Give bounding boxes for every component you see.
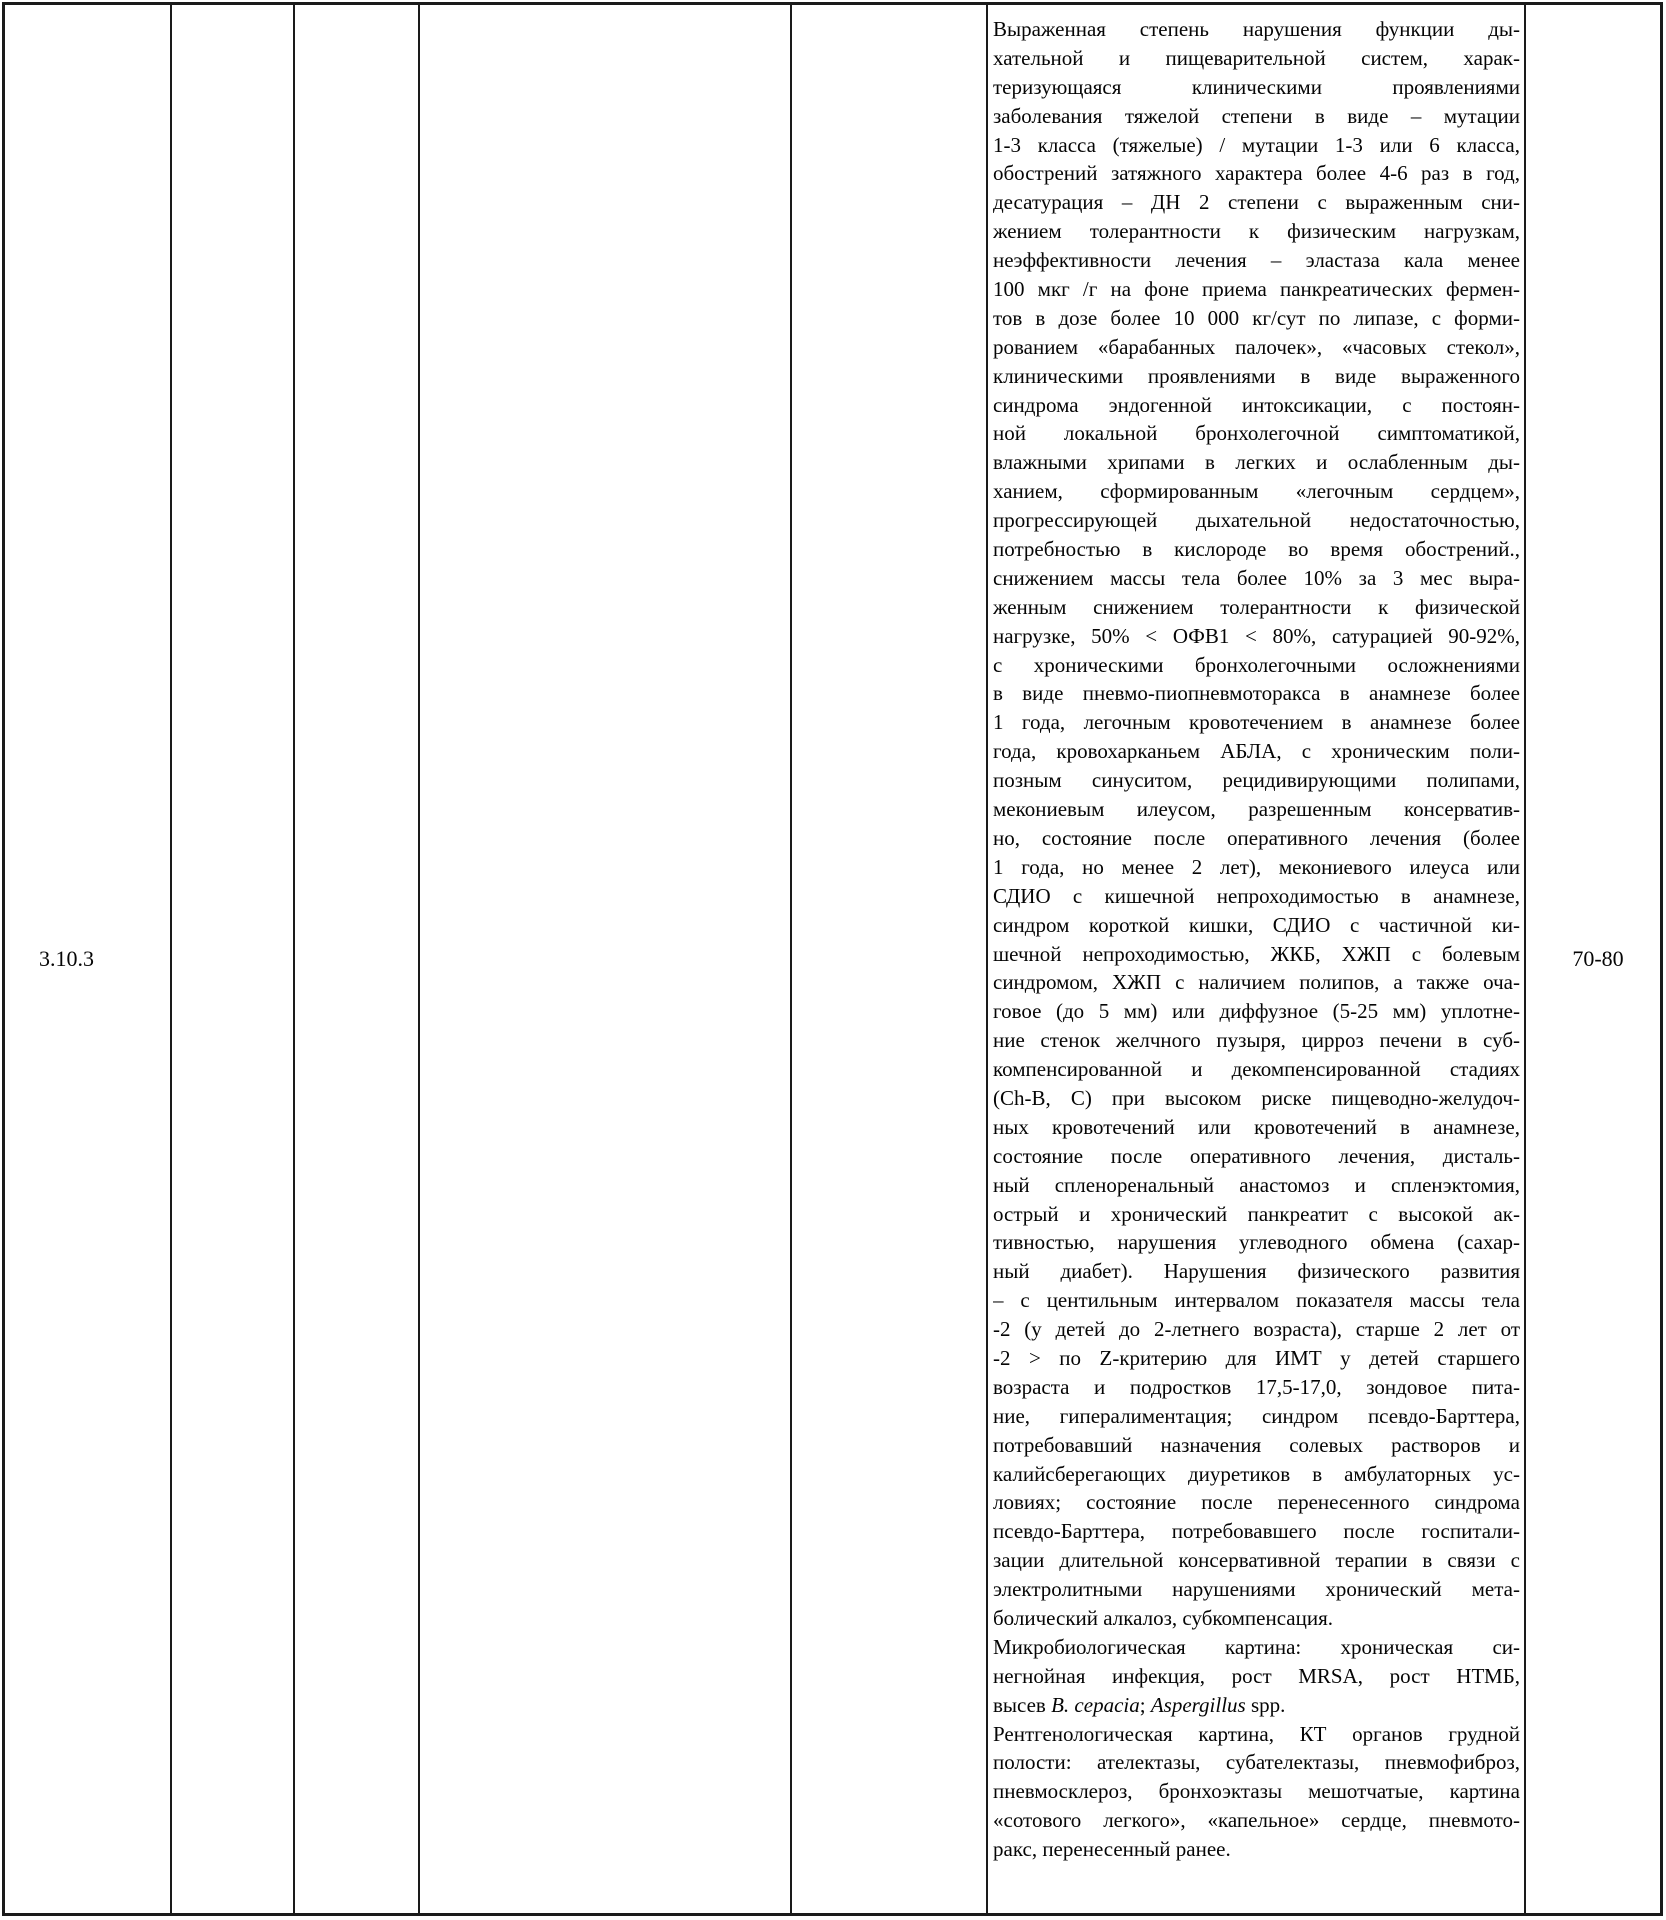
text-line: позным синуситом, рецидивирующими полипами,	[993, 768, 1520, 793]
text-line: зации длительной консервативной терапии в связи с	[993, 1548, 1520, 1573]
text-line: 100 мкг /г на фоне приема панкреатических фермен-	[993, 277, 1520, 302]
text-line: тивностью, нарушения углеводного обмена (сахар-	[993, 1230, 1520, 1255]
text-line: – с центильным интервалом показателя массы тела	[993, 1288, 1520, 1313]
text-line: в виде пневмо-пиопневмоторакса в анамнезе более	[993, 681, 1520, 706]
text-line: женным снижением толерантности к физической	[993, 594, 1520, 619]
text-line: влажными хрипами в легких и ослабленным ды-	[993, 450, 1520, 475]
text-line: ный диабет). Нарушения физического развития	[993, 1259, 1520, 1284]
text-line: ракс, перенесенный ранее.	[993, 1837, 1231, 1862]
text-line: состояние после оперативного лечения, дисталь-	[993, 1143, 1520, 1168]
text-line: ный спленоренальный анастомоз и спленэктомия,	[993, 1172, 1520, 1197]
text-line: снижением массы тела более 10% за 3 мес выра-	[993, 565, 1520, 590]
text-line: прогрессирующей дыхательной недостаточностью,	[993, 508, 1520, 533]
text-line: десатурация – ДН 2 степени с выраженным сни-	[993, 190, 1520, 215]
text-line: неэффективности лечения – эластаза кала менее	[993, 248, 1520, 273]
text-line: СДИО с кишечной непроходимостью в анамнезе,	[993, 883, 1520, 908]
text-line: «сотового легкого», «капельное» сердце, пневмото-	[993, 1808, 1520, 1833]
criteria-table	[2, 2, 1663, 1916]
text-line: возраста и подростков 17,5-17,0, зондовое пита-	[993, 1374, 1520, 1399]
text-line: электролитными нарушениями хронический мета-	[993, 1577, 1520, 1602]
text-line: потребностью в кислороде во время обострений.,	[993, 537, 1520, 562]
cell-description	[988, 5, 1526, 1913]
cell-score	[1526, 5, 1660, 1913]
text-line: 1 года, легочным кровотечением в анамнезе более	[993, 710, 1520, 735]
text-line: полости: ателектазы, субателектазы, пневмофиброз,	[993, 1750, 1520, 1775]
score-value: 70-80	[1572, 946, 1624, 971]
text-line: Рентгенологическая картина, КТ органов грудной	[993, 1721, 1520, 1746]
text-line: -2 > по Z-критерию для ИМТ у детей старшего	[993, 1345, 1520, 1370]
text-line: ние, гипералиментация; синдром псевдо-Барттера,	[993, 1403, 1520, 1428]
text-line: Выраженная степень нарушения функции ды-	[993, 17, 1520, 41]
text-line: мекониевым илеусом, разрешенным консерватив-	[993, 797, 1520, 822]
text-line: рованием «барабанных палочек», «часовых стекол»,	[993, 334, 1520, 359]
text-line: теризующаяся клиническими проявлениями	[993, 74, 1520, 99]
text-line: пневмосклероз, бронхоэктазы мешотчатые, картина	[993, 1779, 1520, 1804]
description-text	[993, 15, 1520, 1864]
text-line: высев B. cepacia; Aspergillus spp.	[993, 1692, 1286, 1717]
text-line: негнойная инфекция, рост MRSA, рост НТМБ,	[993, 1663, 1520, 1688]
text-line: ной локальной бронхолегочной симптоматикой,	[993, 421, 1520, 446]
text-line: но, состояние после оперативного лечения (более	[993, 825, 1520, 850]
text-line: хательной и пищеварительной систем, харак-	[993, 45, 1520, 70]
text-line: псевдо-Барттера, потребовавшего после госпитали-	[993, 1519, 1520, 1544]
text-line: года, кровохарканьем АБЛА, с хроническим поли-	[993, 739, 1520, 764]
text-line: ханием, сформированным «легочным сердцем»,	[993, 479, 1520, 504]
text-line: клиническими проявлениями в виде выраженного	[993, 363, 1520, 388]
text-line: болический алкалоз, субкомпенсация.	[993, 1605, 1333, 1630]
text-line: -2 (у детей до 2-летнего возраста), старше 2 лет от	[993, 1317, 1520, 1342]
text-line: обострений затяжного характера более 4-6 раз в год,	[993, 161, 1520, 186]
text-line: Микробиологическая картина: хроническая си-	[993, 1634, 1520, 1659]
text-line: заболевания тяжелой степени в виде – мутации	[993, 103, 1520, 128]
text-line: 1-3 класса (тяжелые) / мутации 1-3 или 6 класса,	[993, 132, 1520, 157]
text-line: ние стенок желчного пузыря, цирроз печени в суб-	[993, 1028, 1520, 1053]
cell-empty-4	[792, 5, 988, 1913]
text-line: тов в дозе более 10 000 кг/сут по липазе, с форми-	[993, 305, 1520, 330]
text-line: (Ch-B, C) при высоком риске пищеводно-желудоч-	[993, 1085, 1520, 1110]
cell-empty-1	[172, 5, 295, 1913]
text-line: жением толерантности к физическим нагрузкам,	[993, 219, 1520, 244]
text-line: ловиях; состояние после перенесенного синдрома	[993, 1490, 1520, 1515]
cell-empty-3	[420, 5, 792, 1913]
text-line: 1 года, но менее 2 лет), мекониевого илеуса или	[993, 854, 1520, 879]
text-line: шечной непроходимостью, ЖКБ, ХЖП с болевым	[993, 941, 1520, 966]
text-line: синдромом, ХЖП с наличием полипов, а также оча-	[993, 970, 1520, 995]
cell-empty-2	[295, 5, 420, 1913]
text-line: ных кровотечений или кровотечений в анамнезе,	[993, 1114, 1520, 1139]
text-line: синдрома эндогенной интоксикации, с постоян-	[993, 392, 1520, 417]
item-number: 3.10.3	[39, 946, 94, 971]
text-line: острый и хронический панкреатит с высокой ак-	[993, 1201, 1520, 1226]
text-line: с хроническими бронхолегочными осложнениями	[993, 652, 1520, 677]
text-line: говое (до 5 мм) или диффузное (5-25 мм) уплотне-	[993, 999, 1520, 1024]
text-line: нагрузке, 50% < ОФВ1 < 80%, сатурацией 90-92%,	[993, 623, 1520, 648]
text-line: синдром короткой кишки, СДИО с частичной ки-	[993, 912, 1520, 937]
text-line: потребовавший назначения солевых растворов и	[993, 1432, 1520, 1457]
cell-item-number	[5, 5, 172, 1913]
text-line: калийсберегающих диуретиков в амбулаторных ус-	[993, 1461, 1520, 1486]
text-line: компенсированной и декомпенсированной стадиях	[993, 1057, 1520, 1082]
